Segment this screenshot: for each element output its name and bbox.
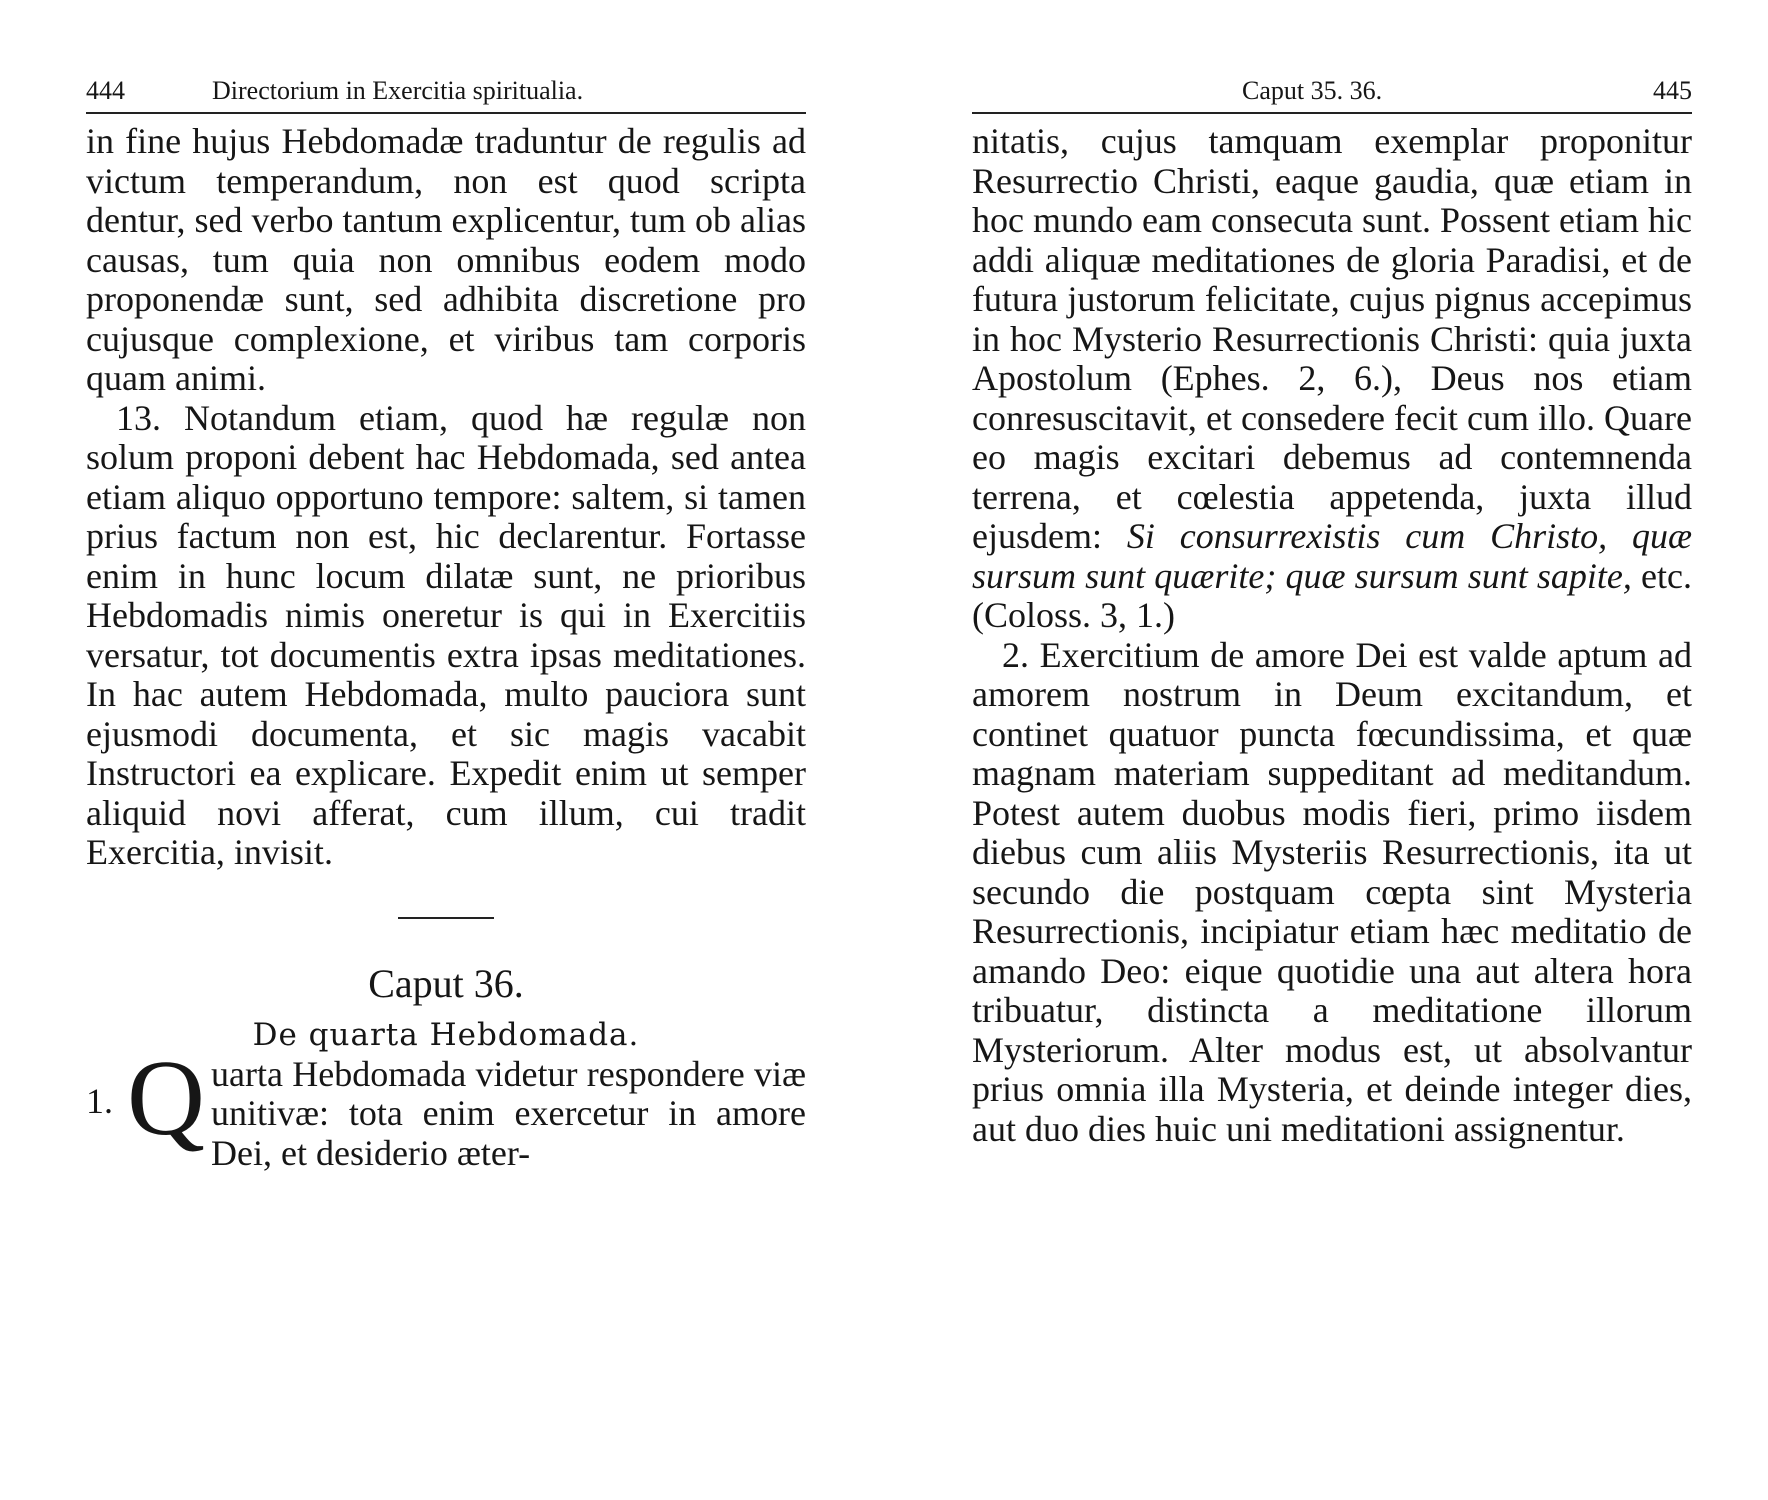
paragraph-continued bbox=[972, 122, 1692, 636]
paragraph-number: 1. bbox=[86, 1080, 113, 1121]
running-title: Caput 35. 36. bbox=[1242, 76, 1383, 105]
paragraph-text: nitatis, cujus tamquam exemplar proponitur Resurrectio Christi, eaque gaudia, quæ etiam in hoc mundo eam consecuta sunt. Possent etiam hic addi aliquæ meditationes de gloria Paradisi, et de futura justorum felicitate, cujus pignus accepimus in hoc Mysterio Resurrectionis Christi: quia juxta Apostolum (Ephes. 2, 6.), Deus nos etiam conresuscitavit, et consedere fecit cum illo. Quare eo magis excitari debemus ad contemnenda terrena, et cœlestia appetenda, juxta illud ejusdem: bbox=[972, 121, 1692, 556]
running-head bbox=[972, 70, 1692, 114]
page-body bbox=[86, 122, 806, 1173]
paragraph-2: 2. Exercitium de amore Dei est valde aptum ad amorem nostrum in Deum excitandum, et continet quatuor puncta fœcundissima, et quæ magnam materiam suppeditant ad meditandum. Potest autem duobus modis fieri, primo iisdem diebus cum aliis Mysteriis Resurrectionis, ita ut secundo die postquam cœpta sint Mysteria Resurrectionis, incipiatur etiam hæc meditatio de amando Deo: eique quotidie una aut altera hora tribuatur, distincta a meditatione illorum Mysteriorum. Alter modus est, ut absolvantur prius omnia illa Mysteria, et deinde integer dies, aut duo dies huic uni meditationi assignentur. bbox=[972, 634, 1692, 1149]
paragraph-continued: in fine hujus Hebdomadæ traduntur de regulis ad victum temperandum, non est quod scripta dentur, sed verbo tantum explicentur, tum ob alias causas, tum quia non omnibus eodem modo proponendæ sunt, sed adhibita discretione pro cujusque complexione, et viribus tam corporis quam animi. bbox=[86, 121, 806, 398]
drop-cap: Q bbox=[127, 1038, 205, 1158]
paragraph-13: 13. Notandum etiam, quod hæ regulæ non solum proponi debent hac Hebdomada, sed antea etiam aliquo opportuno tempore: saltem, si tamen prius factum non est, hic declarentur. Fortasse enim in hunc locum dilatæ sunt, ne prioribus Hebdomadis nimis oneretur is qui in Exercitiis versatur, tot documentis extra ipsas meditationes. In hac autem Hebdomada, multo pauciora sunt ejusmodi documenta, et sic magis vacabit Instructori ea explicare. Expedit enim ut semper aliquid novi afferat, cum illum, cui tradit Exercitia, invisit. bbox=[86, 397, 806, 872]
left-page bbox=[86, 70, 806, 1173]
running-title: Directorium in Exercitia spiritualia. bbox=[212, 76, 584, 105]
right-page bbox=[972, 70, 1692, 1149]
scripture-quote: Si consurrexistis cum Christo, quæ sursum sunt quærite; quæ sursum sunt sapite, bbox=[972, 516, 1692, 596]
running-head bbox=[86, 70, 806, 114]
citation: etc. (Coloss. 3, 1.) bbox=[972, 555, 1693, 635]
chapter-subtitle: De quarta Hebdomada. bbox=[252, 1016, 640, 1053]
page-number: 445 bbox=[1653, 76, 1692, 105]
paragraph-text: uarta Hebdomada videtur respondere viæ unitivæ: tota enim exercetur in amore Dei, et desiderio æter- bbox=[211, 1053, 806, 1173]
page-body bbox=[972, 122, 1692, 1149]
paragraph-1 bbox=[86, 1038, 806, 1174]
section-divider bbox=[398, 917, 494, 919]
chapter-heading: Caput 36. bbox=[368, 960, 524, 1006]
page-number: 444 bbox=[86, 76, 125, 105]
